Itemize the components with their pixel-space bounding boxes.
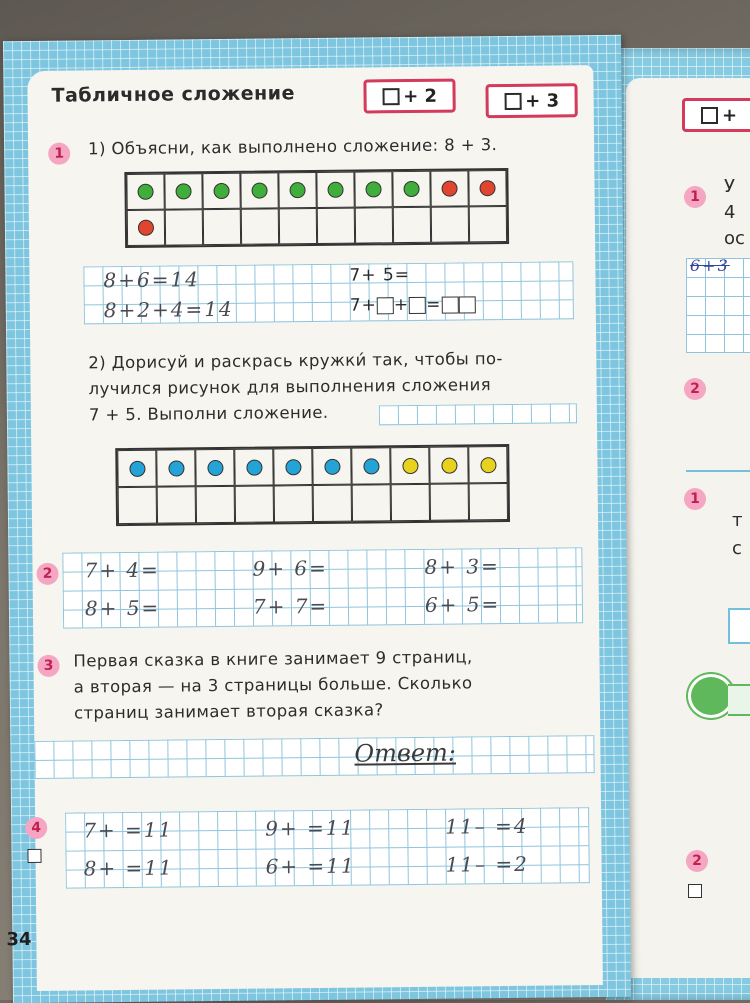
red-circle xyxy=(479,180,495,196)
grid-cell xyxy=(390,447,429,484)
empty-square-icon xyxy=(701,107,718,124)
right-text-u: У xyxy=(724,176,735,197)
blue-circle xyxy=(246,459,262,475)
task4-expr-4: 8+ =11 xyxy=(83,855,174,881)
expr-6-5: 6+ 5= xyxy=(424,592,501,617)
header-box-plus-3-label: + 3 xyxy=(525,89,560,112)
right-task-number-1b: 1 xyxy=(684,488,706,510)
grid-cell xyxy=(165,209,203,245)
blue-circle xyxy=(363,458,379,474)
grid-cell xyxy=(351,447,390,484)
page-number: 34 xyxy=(6,929,32,951)
equation-7-boxes-b: + xyxy=(393,295,410,316)
red-circle xyxy=(138,220,154,236)
blue-circle xyxy=(324,458,340,474)
right-green-label xyxy=(728,684,750,716)
grid-cell xyxy=(273,448,312,485)
grid-cell xyxy=(391,484,430,521)
grid-cell xyxy=(431,206,469,242)
grid-cell xyxy=(429,446,468,483)
expr-7-4: 7+ 4= xyxy=(84,557,160,583)
grid-cell xyxy=(469,483,508,520)
expr-8-5: 8+ 5= xyxy=(84,595,161,621)
right-text-4: 4 xyxy=(724,202,736,223)
yellow-circle xyxy=(480,457,496,473)
grid-cell xyxy=(117,450,156,487)
page-title: Табличное сложение xyxy=(51,82,296,107)
task4-checkbox[interactable] xyxy=(27,849,41,863)
task3-answer-grid xyxy=(34,735,594,779)
empty-square-icon xyxy=(504,92,521,109)
grid-cell xyxy=(430,170,468,206)
grid-cell xyxy=(278,172,316,208)
right-text-c: с xyxy=(732,538,742,559)
grid-cell xyxy=(164,173,202,209)
task4-expr-6: 11– =2 xyxy=(445,851,530,877)
right-text-t: т xyxy=(732,510,743,531)
answer-box[interactable] xyxy=(377,297,394,314)
task1-part2-answer-strip xyxy=(379,403,577,425)
right-text-oc: ос xyxy=(724,228,745,249)
blue-circle xyxy=(129,460,145,476)
grid-cell xyxy=(469,206,507,242)
equation-7-boxes-c: = xyxy=(425,294,442,315)
equation-8-2-4: 8+2+4=14 xyxy=(103,296,234,323)
grid-cell xyxy=(468,446,507,483)
grid-cell xyxy=(202,173,240,209)
equation-8-6: 8+6=14 xyxy=(103,267,201,293)
grid-cell xyxy=(355,207,393,243)
grid-cell xyxy=(241,208,279,244)
task1-answer-grid xyxy=(83,261,574,324)
task3-line3: страниц занимает вторая сказка? xyxy=(73,700,384,723)
right-divider xyxy=(686,470,750,472)
right-task-number-2b: 2 xyxy=(686,850,708,872)
red-circle xyxy=(441,181,457,197)
task4-expr-1: 7+ =11 xyxy=(83,817,174,843)
answer-box[interactable] xyxy=(409,296,426,313)
task1-part1-text: 1) Объясни, как выполнено сложение: 8 + 3. xyxy=(88,135,498,159)
task4-expr-5: 6+ =11 xyxy=(265,853,356,879)
grid-cell xyxy=(156,449,195,486)
right-grid-strip xyxy=(686,258,750,353)
equation-7-5: 7+ 5= xyxy=(349,265,411,286)
grid-cell xyxy=(157,486,196,523)
green-circle xyxy=(365,181,381,197)
grid-cell xyxy=(352,484,391,521)
grid-cell xyxy=(393,207,431,243)
grid-cell xyxy=(468,170,506,206)
grid-cell xyxy=(118,487,157,524)
task1-part2-line2: лучился рисунок для выполнения сложения xyxy=(88,375,492,399)
grid-cell xyxy=(126,174,164,210)
grid-cell xyxy=(430,483,469,520)
grid-cell xyxy=(279,208,317,244)
answer-label: Ответ: xyxy=(354,738,457,768)
right-header-box: + xyxy=(682,98,750,132)
grid-cell xyxy=(203,209,241,245)
answer-box[interactable] xyxy=(458,296,475,313)
grid-cell xyxy=(195,449,234,486)
grid-cell xyxy=(316,172,354,208)
right-checkbox[interactable] xyxy=(688,884,702,898)
left-page-inner xyxy=(27,65,603,991)
left-page xyxy=(3,35,631,1003)
header-box-plus-3 xyxy=(485,83,577,118)
task4-grid xyxy=(65,807,590,888)
green-circle xyxy=(327,182,343,198)
task-number-4: 4 xyxy=(25,817,47,839)
grid-cell xyxy=(392,171,430,207)
grid-cell xyxy=(317,208,355,244)
right-blue-box xyxy=(728,608,750,644)
task-number-3: 3 xyxy=(37,655,59,677)
expr-8-3: 8+ 3= xyxy=(424,554,500,579)
task-number-2: 2 xyxy=(36,563,58,585)
green-circle xyxy=(251,183,267,199)
grid-cell xyxy=(127,210,165,246)
expr-9-6: 9+ 6= xyxy=(252,555,328,581)
header-box-plus-2-label: + 2 xyxy=(403,85,438,107)
green-circle xyxy=(289,182,305,198)
green-circle xyxy=(137,184,153,200)
task1-part2-line3: 7 + 5. Выполни сложение. xyxy=(88,402,329,425)
expr-7-7: 7+ 7= xyxy=(252,593,329,619)
equation-7-boxes-a: 7+ xyxy=(349,295,377,316)
circle-grid-8-plus-3 xyxy=(124,168,509,248)
equation-7-boxes xyxy=(350,294,476,315)
task3-line1: Первая сказка в книге занимает 9 страниц, xyxy=(73,647,473,671)
blue-circle xyxy=(285,459,301,475)
task2-grid xyxy=(62,547,583,628)
grid-cell xyxy=(235,485,274,522)
grid-cell xyxy=(354,171,392,207)
grid-cell xyxy=(312,448,351,485)
grid-cell xyxy=(313,485,352,522)
green-circle xyxy=(175,183,191,199)
task-number-1: 1 xyxy=(48,143,70,165)
right-task-number-1: 1 xyxy=(684,186,706,208)
empty-square-icon xyxy=(382,88,399,105)
right-page-inner xyxy=(626,78,750,978)
green-circle xyxy=(403,181,419,197)
yellow-circle xyxy=(402,457,418,473)
grid-cell xyxy=(196,486,235,523)
answer-box[interactable] xyxy=(441,296,458,313)
blue-circle xyxy=(168,460,184,476)
grid-cell xyxy=(240,172,278,208)
grid-cell xyxy=(234,448,273,485)
task1-part2-line1: 2) Дорисуй и раскрась кружки́ так, чтобы по- xyxy=(88,349,503,373)
circle-grid-7-plus-5 xyxy=(115,444,510,526)
right-task-number-2: 2 xyxy=(684,378,706,400)
green-circle xyxy=(213,183,229,199)
right-scribble: 6+3 xyxy=(690,256,730,275)
task4-expr-2: 9+ =11 xyxy=(265,815,356,841)
task3-line2: а вторая — на 3 страницы больше. Сколько xyxy=(73,673,473,697)
yellow-circle xyxy=(441,457,457,473)
task4-expr-3: 11– =4 xyxy=(445,813,529,839)
grid-cell xyxy=(274,485,313,522)
blue-circle xyxy=(207,459,223,475)
header-box-plus-2 xyxy=(363,79,455,114)
